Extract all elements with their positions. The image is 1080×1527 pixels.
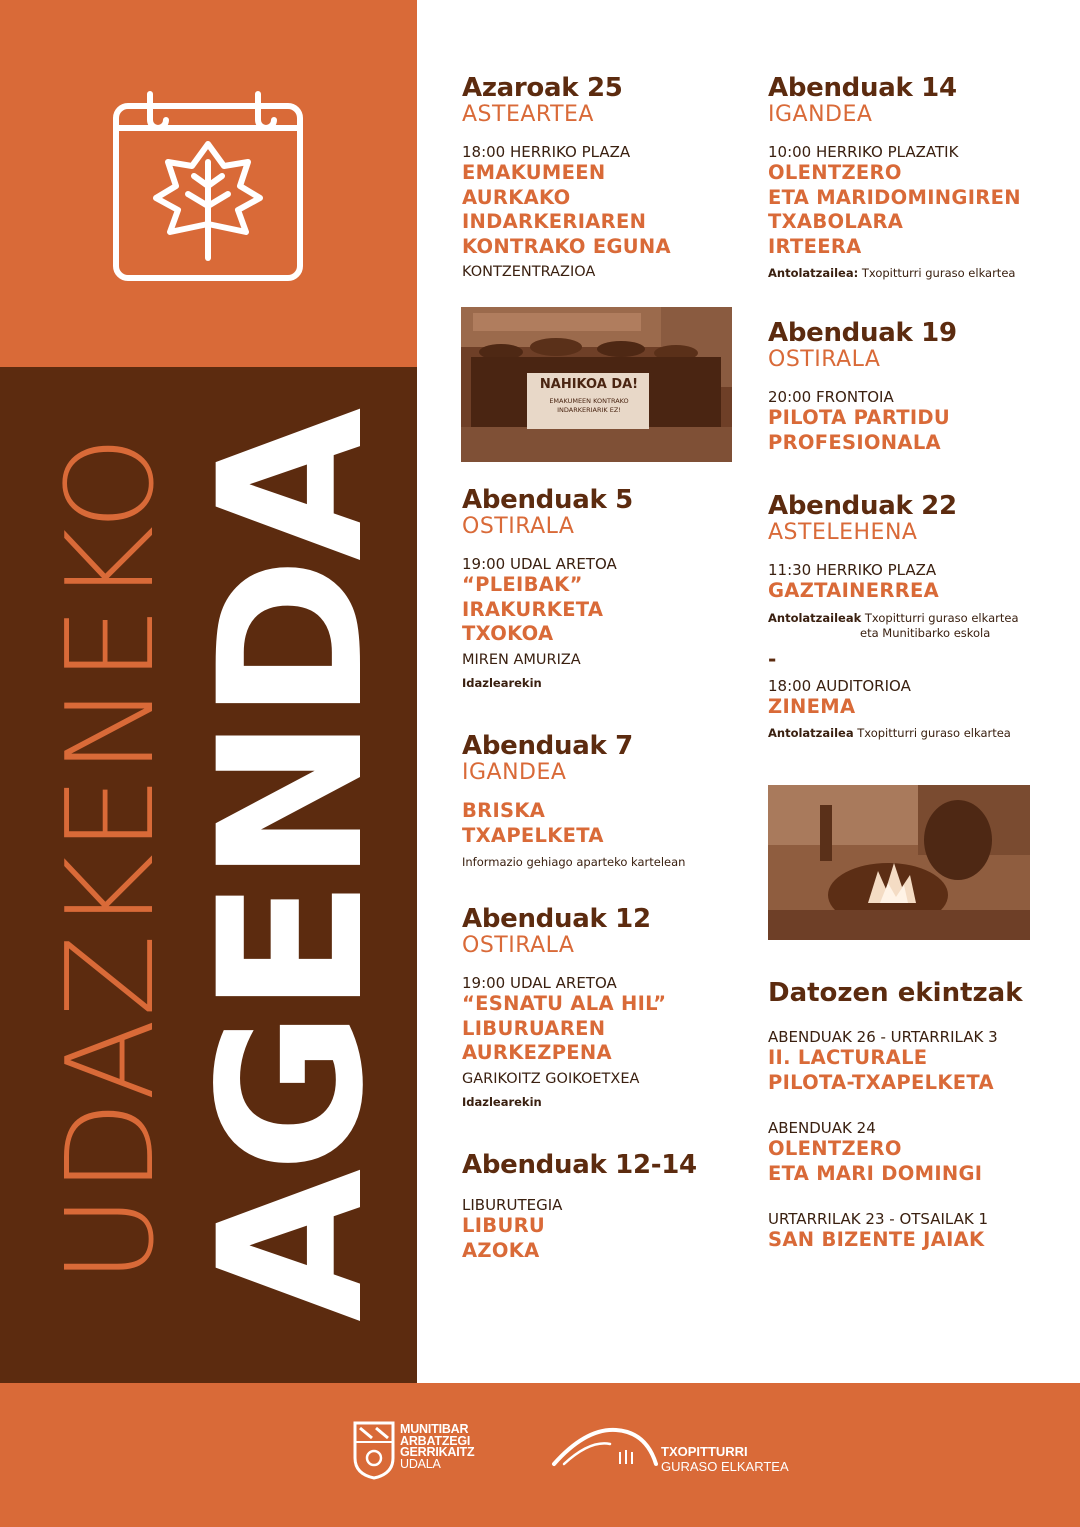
upcoming-section	[768, 978, 1068, 1253]
upcoming-title-line: OLENTZERO	[768, 1137, 902, 1160]
event-date: Abenduak 7	[462, 731, 633, 761]
calendar-leaf-icon	[108, 88, 308, 284]
banner-sub-text: INDARKERIARIK EZ!	[557, 406, 621, 414]
event-date: Abenduak 12	[462, 904, 651, 934]
event-time-place: LIBURUTEGIA	[462, 1196, 563, 1214]
agenda-vertical-title: AGENDA	[176, 411, 407, 1322]
upcoming-title-line: ETA MARI DOMINGI	[768, 1161, 983, 1185]
chestnut-fire-image	[768, 785, 1030, 940]
event-day: OSTIRALA	[768, 347, 881, 372]
event-day: ASTELEHENA	[768, 520, 918, 545]
event-note: Idazlearekin	[462, 1094, 542, 1109]
event-title-line: GAZTAINERREA	[768, 579, 940, 602]
txopitturri-name: TXOPITTURRI GURASO ELKARTEA	[661, 1444, 789, 1474]
event-day: IGANDEA	[768, 102, 873, 127]
event-subtitle: MIREN AMURIZA	[462, 651, 581, 668]
event-organizer-cont: eta Munitibarko eskola	[860, 625, 991, 640]
event-date: Abenduak 5	[462, 485, 633, 515]
event-title-line: AURKAKO	[462, 185, 571, 209]
upcoming-title-line: II. LACTURALE	[768, 1046, 928, 1069]
event-title-line: TXABOLARA	[768, 210, 904, 233]
event-abenduak-19	[768, 319, 1068, 455]
footer-band	[0, 1383, 1080, 1527]
event-abenduak-5	[462, 486, 762, 691]
event-time-place: 11:30 HERRIKO PLAZA	[768, 561, 937, 579]
event-time-place: 18:00 HERRIKO PLAZA	[462, 143, 631, 161]
upcoming-title-line: SAN BIZENTE JAIAK	[768, 1228, 985, 1251]
event-date: Abenduak 14	[768, 73, 957, 103]
event-abenduak-7	[462, 732, 762, 870]
event-title-line: INDARKERIAREN	[462, 210, 647, 233]
banner-main-text: NAHIKOA DA!	[539, 377, 639, 392]
event-day: IGANDEA	[462, 760, 567, 785]
event-note: Informazio gehiago aparteko kartelean	[462, 855, 686, 869]
event-title-line: PILOTA PARTIDU	[768, 406, 951, 429]
event-date: Azaroak 25	[462, 73, 623, 103]
event-title-line: PROFESIONALA	[768, 430, 941, 454]
upcoming-date: ABENDUAK 24	[768, 1119, 876, 1137]
event-title-line: KONTRAKO EGUNA	[462, 234, 671, 258]
protest-photo	[461, 307, 732, 462]
event-subtitle: KONTZENTRAZIOA	[462, 264, 596, 280]
event-title-line: “PLEIBAK”	[462, 573, 583, 596]
event-subtitle: GARIKOITZ GOIKOETXEA	[462, 1070, 640, 1087]
upcoming-date: ABENDUAK 26 - URTARRILAK 3	[768, 1028, 998, 1046]
event-abenduak-22	[768, 492, 1068, 741]
event-title-line: OLENTZERO	[768, 161, 902, 184]
event-title-line: LIBURU	[462, 1214, 546, 1237]
event-date: Abenduak 12-14	[462, 1150, 697, 1180]
event-title-line: EMAKUMEEN	[462, 161, 606, 184]
event-date: Abenduak 22	[768, 491, 957, 521]
event-title-line: AZOKA	[462, 1238, 540, 1262]
event-title-line: LIBURUAREN	[462, 1016, 606, 1040]
left-top-panel	[0, 0, 417, 367]
event-day: ASTEARTEA	[462, 102, 594, 127]
banner-sub-text: EMAKUMEEN KONTRAKO	[549, 397, 629, 405]
event-day: OSTIRALA	[462, 933, 575, 958]
event-separator: -	[768, 646, 777, 671]
event-title-line: BRISKA	[462, 799, 546, 822]
event-title-line: ETA MARIDOMINGIREN	[768, 185, 1021, 209]
municipality-shield-icon	[352, 1420, 396, 1480]
upcoming-title-line: PILOTA-TXAPELKETA	[768, 1070, 994, 1094]
upcoming-heading: Datozen ekintzak	[768, 978, 1023, 1008]
event-organizer: Antolatzailea: Txopitturri guraso elkartea	[768, 266, 1016, 280]
event-abenduak-12	[462, 905, 762, 1110]
event-day: OSTIRALA	[462, 514, 575, 539]
event-title-line: AURKEZPENA	[462, 1041, 612, 1064]
municipality-name: MUNITIBAR ARBATZEGI GERRIKAITZ UDALA	[400, 1422, 475, 1471]
event-title-line: TXOKOA	[462, 622, 554, 645]
event-title-line: ZINEMA	[768, 694, 856, 718]
udazkeneko-vertical-title: UDAZKENEKO	[42, 433, 181, 1283]
event-organizer: Antolatzailea Txopitturri guraso elkartea	[768, 726, 1011, 740]
event-note: Idazlearekin	[462, 675, 542, 690]
event-time-place: 19:00 UDAL ARETOA	[462, 555, 617, 573]
event-azaroak-25	[462, 74, 762, 281]
event-title-line: TXAPELKETA	[462, 823, 604, 847]
event-time-place: 20:00 FRONTOIA	[768, 388, 894, 406]
event-abenduak-12-14	[462, 1151, 762, 1263]
event-organizer: Antolatzaileak Txopitturri guraso elkartea	[768, 610, 1019, 625]
event-time-place: 18:00 AUDITORIOA	[768, 676, 911, 695]
event-date: Abenduak 19	[768, 318, 957, 348]
event-time-place: 10:00 HERRIKO PLAZATIK	[768, 143, 959, 161]
event-title-line: IRAKURKETA	[462, 597, 604, 621]
event-title-line: IRTEERA	[768, 234, 862, 258]
event-time-place: 19:00 UDAL ARETOA	[462, 974, 617, 992]
txopitturri-arc-icon	[550, 1422, 660, 1468]
event-title-line: “ESNATU ALA HIL”	[462, 992, 667, 1015]
event-abenduak-14	[768, 74, 1068, 281]
left-bottom-panel	[0, 367, 417, 1383]
chestnut-fire-photo	[768, 785, 1030, 940]
upcoming-date: URTARRILAK 23 - OTSAILAK 1	[768, 1210, 989, 1228]
